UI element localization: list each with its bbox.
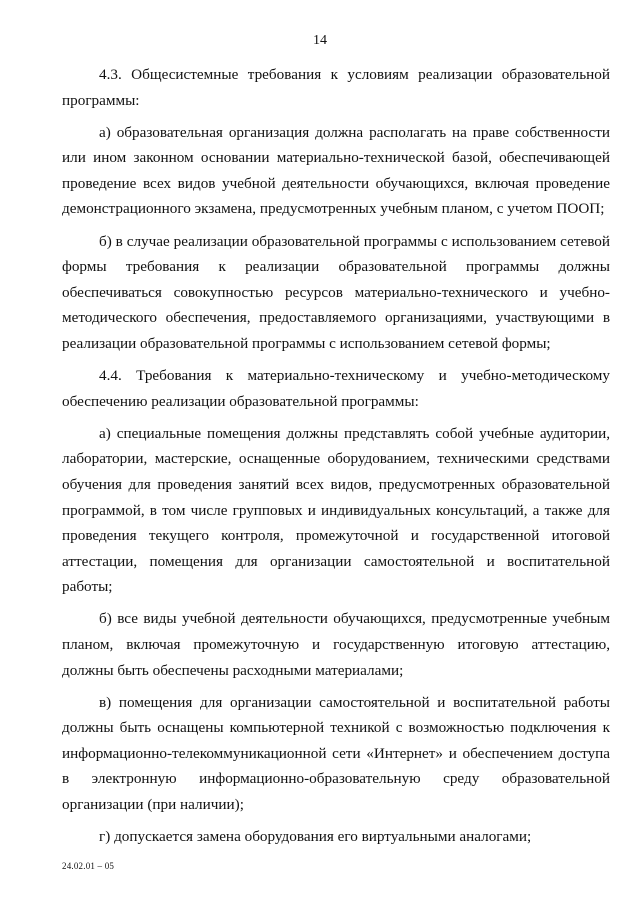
paragraph-4-4-g: г) допускается замена оборудования его виртуальными аналогами;	[99, 828, 532, 846]
paragraph-4-3-b: б) в случае реализации образовательной программы с использованием сетевой формы требования к реализации образовательной программы должны обеспечиваться совокупностью ресурсов материально-технического и учебно-методического обеспечения, предоставляемого организациями, участвующими в реализации образовательной программы с использованием сетевой формы;	[62, 232, 610, 352]
paragraph-4-3-a: а) образовательная организация должна располагать на праве собственности или ином законном основании материально-технической базой, обеспечивающей проведение всех видов учебной деятельности обучающихся, включая проведение демонстрационного экзамена, предусмотренных учебным планом, с учетом ПООП;	[62, 123, 610, 218]
page-number: 14	[313, 33, 327, 48]
paragraph-4-4: 4.4. Требования к материально-техническому и учебно-методическому обеспечению реализации образовательной программы:	[62, 367, 610, 410]
paragraph-4-3: 4.3. Общесистемные требования к условиям реализации образовательной программы:	[62, 66, 610, 109]
paragraph-4-4-v: в) помещения для организации самостоятельной и воспитательной работы должны быть оснащены компьютерной техникой с возможностью подключения к информационно-телекоммуникационной сети «Интернет» и обеспечением доступа в электронную информационно-образовательную среду образовательной организации (при наличии);	[62, 693, 610, 814]
paragraph-4-4-a: а) специальные помещения должны представлять собой учебные аудитории, лаборатории, мастерские, оснащенные оборудованием, техническими средствами обучения для проведения занятий всех видов, предусмотренных образовательной программой, в том числе групповых и индивидуальных консультаций, а также для проведения текущего контроля, промежуточной и государственной итоговой аттестации, помещения для организации самостоятельной и воспитательной работы;	[62, 424, 610, 596]
paragraph-4-4-b: б) все виды учебной деятельности обучающихся, предусмотренные учебным планом, включая промежуточную и государственную итоговую аттестацию, должны быть обеспечены расходными материалами;	[62, 610, 610, 679]
document-body	[62, 62, 610, 850]
document-code: 24.02.01 – 05	[62, 861, 115, 871]
